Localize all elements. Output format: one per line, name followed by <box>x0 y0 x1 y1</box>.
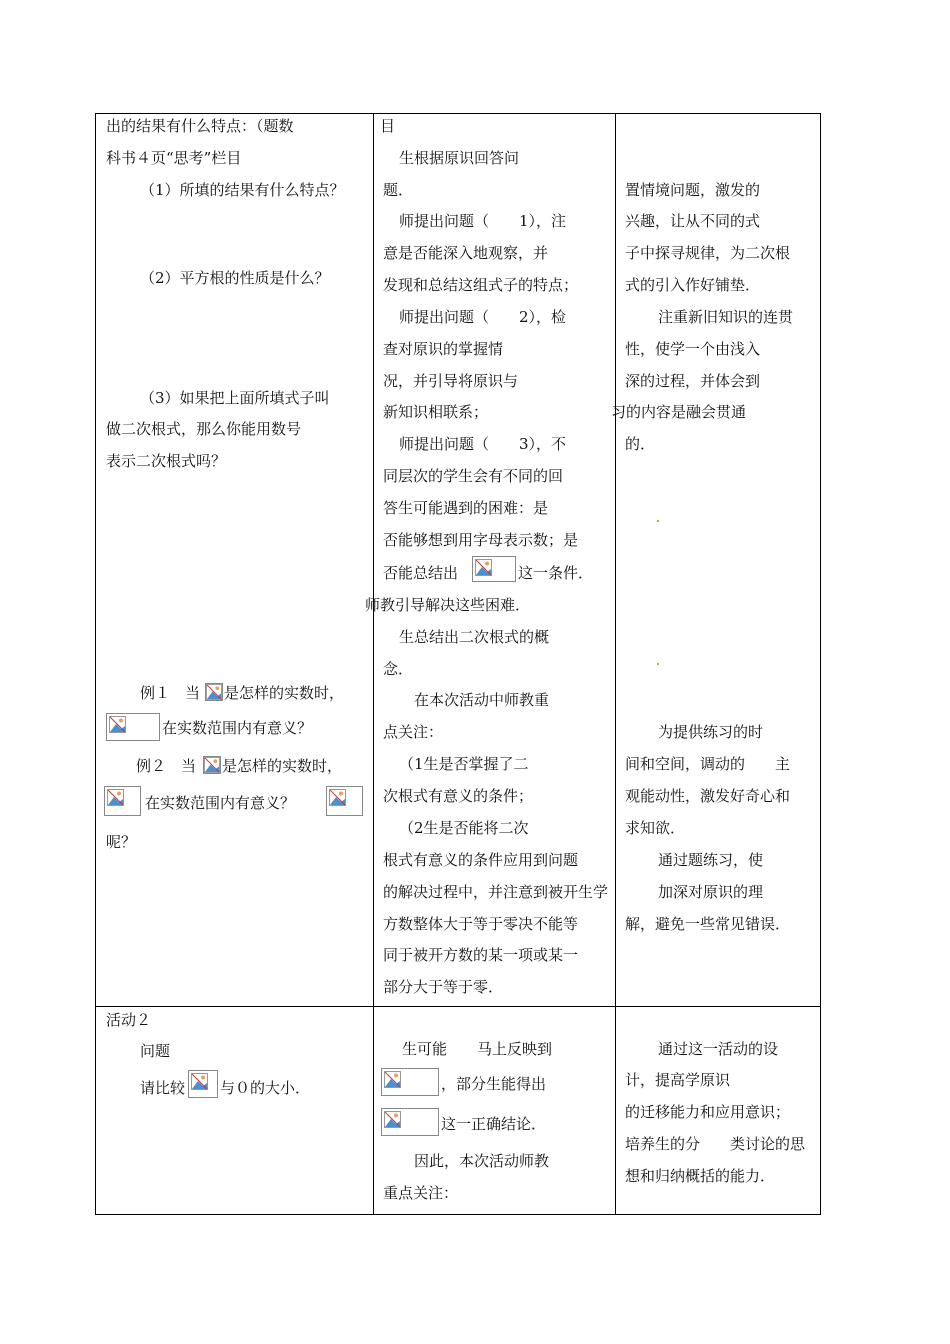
row1-col1-text: 在实数范围内有意义？ <box>145 794 296 812</box>
row2-col3-text: 想和归纳概括的能力． <box>625 1167 776 1185</box>
formula-image-icon <box>106 713 160 741</box>
row1-col2-text: 否能总结出 <box>383 564 459 582</box>
row2-col2-text: 因此，本次活动师教 <box>414 1152 550 1170</box>
row1-col2-text: 否能够想到用字母表示数；是 <box>383 531 579 549</box>
broken-image-icon <box>475 559 492 576</box>
row1-col1-text: （3）如果把上面所填式子叫 <box>140 389 330 407</box>
row1-col3-text: 解，避免一些常见错误． <box>625 915 791 933</box>
row1-col2-text: 新知识相联系； <box>383 403 489 421</box>
row1-col1-text: 出的结果有什么特点：（题数 <box>106 117 294 135</box>
formula-image-icon <box>472 556 516 582</box>
formula-image-icon <box>326 786 363 816</box>
row1-col2-text: 师提出问题（ 2），检 <box>399 308 567 326</box>
broken-image-icon <box>204 757 220 773</box>
table-col-divider-1 <box>373 113 374 1215</box>
row1-col2-text: 的解决过程中，并注意到被开生学 <box>383 883 609 901</box>
row1-col3-text: 注重新旧知识的连贯 <box>658 308 794 326</box>
row1-col2-text: 况，并引导将原识与 <box>383 372 519 390</box>
row2-col3-text: 计，提高学原识 <box>625 1071 731 1089</box>
row1-col2-text: 这一条件． <box>518 564 594 582</box>
row1-col2-text: 同于被开方数的某一项或某一 <box>383 946 579 964</box>
broken-image-icon <box>329 789 346 806</box>
row2-col1-text: 请比较 <box>140 1079 186 1097</box>
row1-col2-text: 师提出问题（ 1），注 <box>399 212 567 230</box>
row1-col1-text: （2）平方根的性质是什么？ <box>140 269 330 287</box>
broken-image-icon <box>384 1111 401 1128</box>
row1-col1-text: 在实数范围内有意义？ <box>162 719 313 737</box>
row1-col1-text: 科书４页“思考”栏目 <box>106 149 242 167</box>
broken-image-icon <box>206 684 222 700</box>
row1-col2-text: 根式有意义的条件应用到问题 <box>383 851 579 869</box>
row1-col1-text: 呢？ <box>106 833 137 851</box>
row1-col3-text: 为提供练习的时 <box>658 723 764 741</box>
row1-col3-text: 子中探寻规律，为二次根 <box>625 244 791 262</box>
yellow-mark-icon <box>657 520 659 522</box>
row1-col2-text: 答生可能遇到的困难：是 <box>383 499 549 517</box>
row1-col2-text: 次根式有意义的条件； <box>383 787 534 805</box>
row2-col3-text: 通过这一活动的设 <box>658 1040 779 1058</box>
row1-col2-text: 生总结出二次根式的概 <box>399 628 550 646</box>
row1-col3-text: 加深对原识的理 <box>658 883 764 901</box>
formula-image-icon <box>381 1068 439 1096</box>
row1-col3-text: 的． <box>625 435 656 453</box>
table-row-divider <box>95 1006 821 1007</box>
broken-image-icon <box>191 1073 208 1090</box>
row2-col2-text: 生可能 马上反映到 <box>402 1040 553 1058</box>
row1-col3-text: 深的过程，并体会到 <box>625 372 761 390</box>
example-2-label: 例２ 当 <box>136 757 197 775</box>
example-1-label: 例１ 当 <box>140 684 201 702</box>
row2-col1-text: 与０的大小． <box>220 1079 311 1097</box>
row1-col2-text: 方数整体大于等于零决不能等 <box>383 915 579 933</box>
row1-col3-text: 兴趣，让从不同的式 <box>625 212 761 230</box>
row1-col3-text: 置情境问题，激发的 <box>625 181 761 199</box>
row1-col2-text: 查对原识的掌握情 <box>383 340 504 358</box>
row2-col3-text: 的迁移能力和应用意识； <box>625 1103 791 1121</box>
row1-col1-text: 做二次根式，那么你能用数号 <box>106 420 302 438</box>
problem-label: 问题 <box>140 1042 171 1060</box>
formula-image-icon <box>188 1070 218 1098</box>
row1-col2-text: 师教引导解决这些困难． <box>365 596 531 614</box>
row1-col3-text: 式的引入作好铺垫． <box>625 276 761 294</box>
row1-col1-text: 是怎样的实数时， <box>222 757 343 775</box>
row1-col2-text: 点关注： <box>383 723 444 741</box>
broken-image-icon <box>107 789 124 806</box>
row1-col3-text: 求知欲． <box>625 819 686 837</box>
row2-col2-text: 重点关注： <box>383 1184 459 1202</box>
row1-col2-text: 师提出问题（ 3），不 <box>399 435 567 453</box>
yellow-mark-icon <box>657 663 659 665</box>
row1-col3-text: 性，使学一个由浅入 <box>625 340 761 358</box>
table-top-border <box>95 113 821 114</box>
formula-image-icon <box>205 683 223 701</box>
formula-image-icon <box>203 756 221 774</box>
row1-col2-text: （1生是否掌握了二 <box>399 755 529 773</box>
row1-col2-text: 在本次活动中师教重 <box>414 691 550 709</box>
row1-col2-text: 发现和总结这组式子的特点； <box>383 276 579 294</box>
row1-col2-text: 目 <box>380 117 396 135</box>
row1-col2-text: 生根据原识回答问 <box>399 149 520 167</box>
table-left-border <box>95 113 96 1215</box>
broken-image-icon <box>109 716 126 733</box>
row1-col3-text: 习的内容是融会贯通 <box>611 403 747 421</box>
broken-image-icon <box>384 1071 401 1088</box>
row2-col2-text: ，部分生能得出 <box>441 1075 547 1093</box>
row2-col3-text: 培养生的分 类讨论的思 <box>625 1135 806 1153</box>
formula-image-icon <box>104 786 141 816</box>
row1-col3-text: 间和空间，调动的 主 <box>625 755 791 773</box>
row1-col2-text: 同层次的学生会有不同的回 <box>383 467 564 485</box>
table-right-border <box>820 113 821 1215</box>
row1-col2-text: （2生是否能将二次 <box>399 819 529 837</box>
row1-col2-text: 意是否能深入地观察，并 <box>383 244 549 262</box>
formula-image-icon <box>381 1108 439 1136</box>
row1-col2-text: 题． <box>383 181 414 199</box>
row2-col2-text: 这一正确结论． <box>441 1115 547 1133</box>
row1-col1-text: （1）所填的结果有什么特点？ <box>140 181 345 199</box>
row1-col3-text: 观能动性，激发好奇心和 <box>625 787 791 805</box>
row1-col2-text: 念． <box>383 660 414 678</box>
activity-2-title: 活动２ <box>106 1011 152 1029</box>
row1-col1-text: 是怎样的实数时， <box>224 684 345 702</box>
row1-col3-text: 通过题练习，使 <box>658 851 764 869</box>
row1-col2-text: 部分大于等于零． <box>383 978 504 996</box>
table-bottom-border <box>95 1214 821 1215</box>
table-col-divider-2 <box>615 113 616 1215</box>
row1-col1-text: 表示二次根式吗？ <box>106 452 227 470</box>
